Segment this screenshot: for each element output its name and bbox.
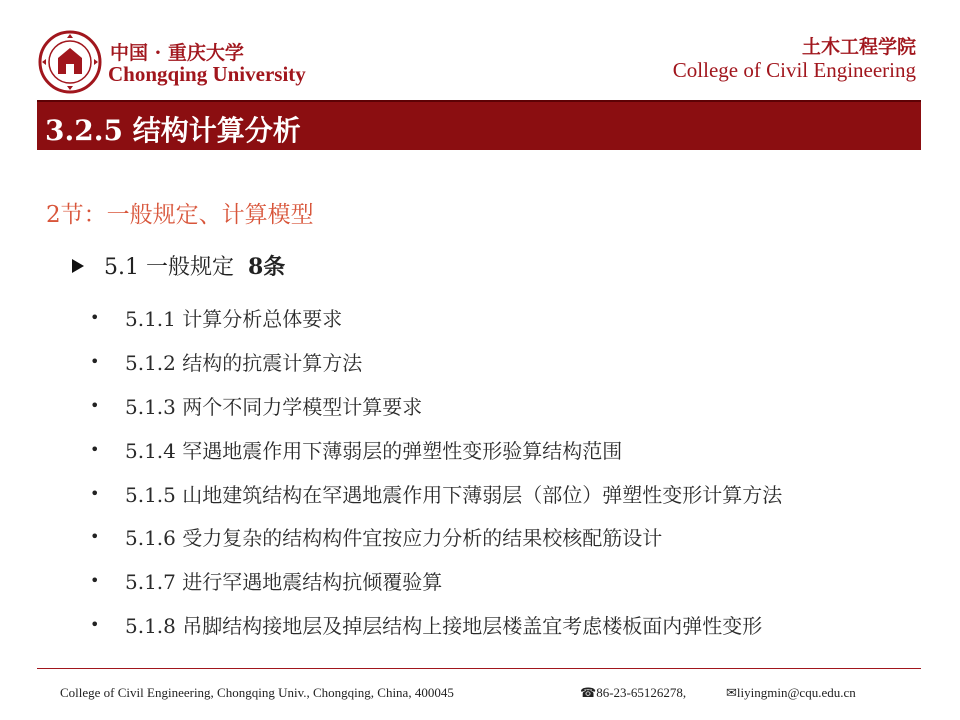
list-item-text: 5.1.2 结构的抗震计算方法 [125, 351, 363, 376]
college-name-en: College of Civil Engineering [672, 58, 916, 82]
footer-phone-number: 86-23-65126278, [596, 685, 687, 700]
slide-title-bar [37, 100, 921, 150]
clause-list [90, 296, 782, 646]
list-item-text: 5.1.4 罕遇地震作用下薄弱层的弹塑性变形验算结构范围 [125, 438, 623, 463]
bullet-dot-icon: • [90, 614, 100, 634]
list-item-text: 5.1.1 计算分析总体要求 [125, 307, 343, 332]
list-item-text: 5.1.3 两个不同力学模型计算要求 [125, 394, 423, 419]
footer-phone [580, 685, 686, 701]
list-item [90, 559, 782, 603]
list-item-text: 5.1.5 山地建筑结构在罕遇地震作用下薄弱层（部位）弹塑性变形计算方法 [125, 482, 783, 507]
phone-icon: ☎ [580, 685, 597, 700]
bullet-dot-icon: • [90, 308, 100, 328]
university-name-cn: 中国 · 重庆大学 [110, 42, 244, 64]
bullet-dot-icon: • [90, 571, 100, 591]
footer-address: College of Civil Engineering, Chongqing Univ., Chongqing, China, 400045 [60, 685, 454, 700]
list-item [90, 515, 782, 559]
list-item [90, 296, 782, 340]
footer-divider [37, 668, 921, 669]
list-item-text: 5.1.7 进行罕遇地震结构抗倾覆验算 [125, 570, 443, 595]
slide-title: 3.2.5 结构计算分析 [45, 114, 301, 147]
university-seal-logo [38, 30, 102, 94]
footer-email-address: liyingmin@cqu.edu.cn [736, 685, 856, 700]
list-item [90, 340, 782, 384]
list-item [90, 427, 782, 471]
footer-email [726, 685, 856, 701]
bullet-dot-icon: • [90, 527, 100, 547]
bullet-dot-icon: • [90, 483, 100, 503]
bullet-dot-icon: • [90, 439, 100, 459]
sub-heading-label: 5.1 一般规定 [104, 255, 234, 280]
list-item-text: 5.1.6 受力复杂的结构构件宜按应力分析的结果校核配筋设计 [125, 526, 663, 551]
list-item-text: 5.1.8 吊脚结构接地层及掉层结构上接地层楼盖宜考虑楼板面内弹性变形 [125, 613, 763, 638]
section-heading: 2节：一般规定、计算模型 [46, 202, 314, 228]
college-name-cn: 土木工程学院 [801, 36, 916, 58]
list-item [90, 384, 782, 428]
bullet-dot-icon: • [90, 352, 100, 372]
sub-heading-count: 8条 [247, 254, 286, 280]
list-item [90, 603, 782, 647]
arrow-bullet-icon [72, 259, 84, 273]
sub-heading [72, 250, 285, 281]
bullet-dot-icon: • [90, 395, 100, 415]
university-name-en: Chongqing University [108, 62, 306, 86]
list-item [90, 471, 782, 515]
mail-icon: ✉ [726, 685, 737, 700]
